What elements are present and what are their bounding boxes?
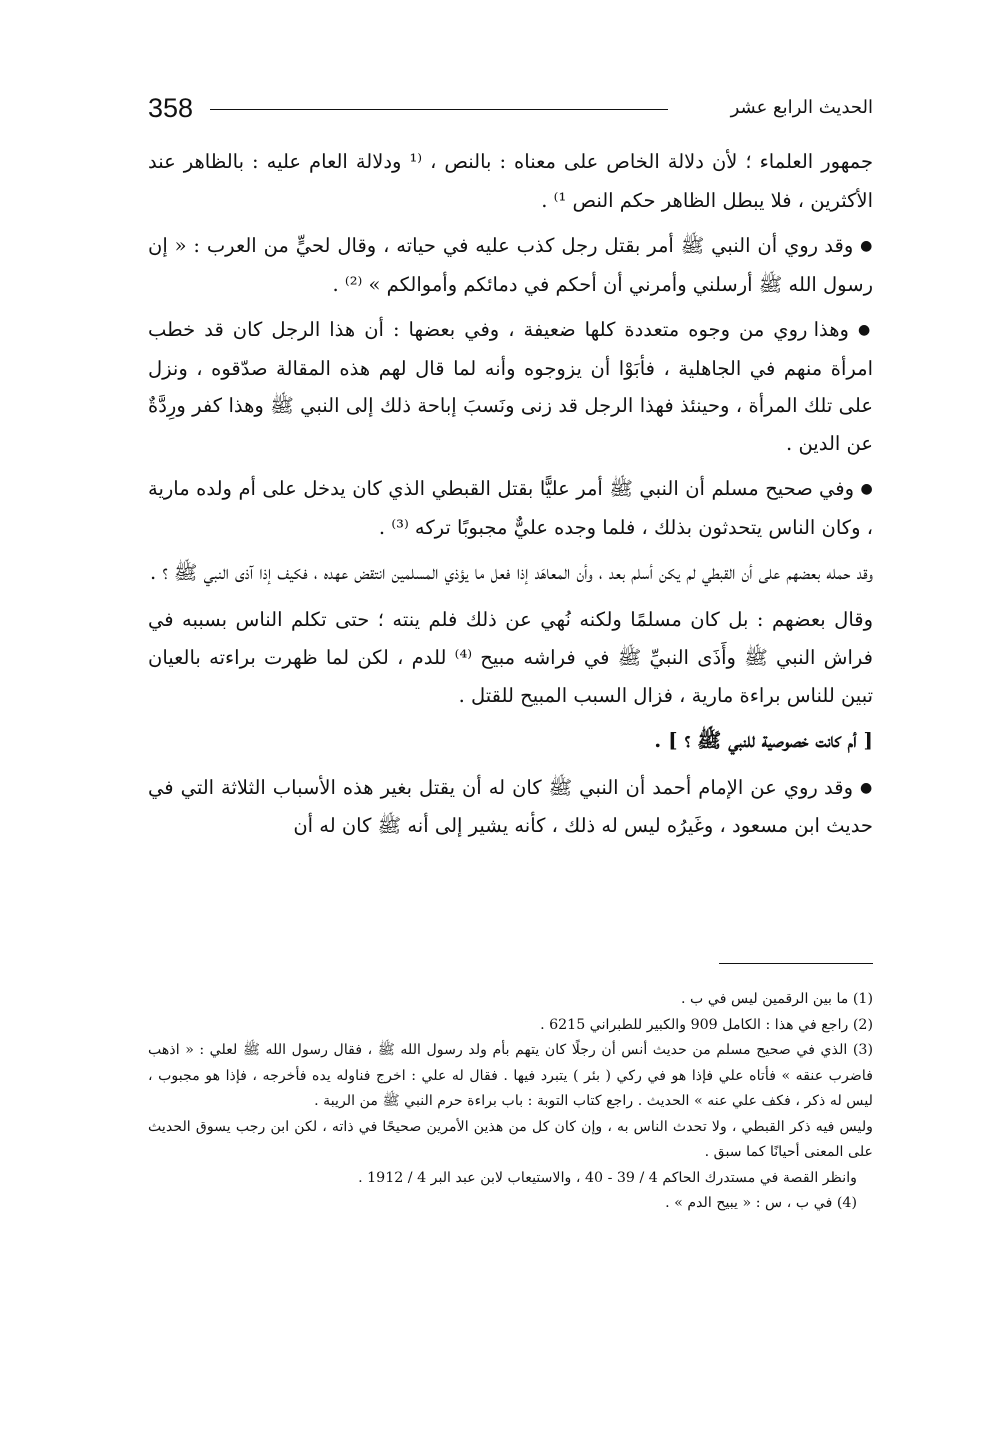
running-title: الحديث الرابع عشر xyxy=(730,97,873,118)
paragraph xyxy=(148,311,873,462)
paragraph xyxy=(148,601,873,715)
paragraph-text: وقد حمله بعضهم على أن القبطي لم يكن أسلم بعد ، وأن المعاهَد إذا فعل ما يؤذي المسلمين انتقض عهده ، فكيف إذا آذى النبي ﷺ ؟ . xyxy=(149,561,873,584)
footnote: (2) راجع في هذا : الكامل 909 والكبير للطبراني 6215 . xyxy=(540,1016,873,1033)
page-number: 358 xyxy=(148,93,194,123)
paragraph xyxy=(148,554,873,593)
bullet-icon: ● xyxy=(857,322,873,338)
paragraph-text: وقال بعضهم : بل كان مسلمًا ولكنه نُهي عن ذلك فلم ينته ؛ حتى تكلم الناس بسببه في فراش النبي ﷺ وأَذَى النبيِّ ﷺ في فراشه مبيح ⁽⁴⁾ للدم ، لكن لما ظهرت براءته بالعيان تبين للناس براءة مارية ، فزال السبب المبيح للقتل . xyxy=(148,607,873,707)
paragraph-text: وفي صحيح مسلم أن النبي ﷺ أمر عليًّا بقتل القبطي الذي كان يدخل على أم ولده مارية ، وكان الناس يتحدثون بذلك ، فلما وجده عليٌّ مجبوبًا تركه ⁽³⁾ . xyxy=(148,477,873,539)
footnote: وانظر القصة في مستدرك الحاكم 4 / 39 - 40 ، والاستيعاب لابن عبد البر 4 / 1912 . xyxy=(358,1169,857,1186)
paragraph-text: وهذا روي من وجوه متعددة كلها ضعيفة ، وفي بعضها : أن هذا الرجل كان قد خطب امرأة منهم في الجاهلية ، فأبَوْا أن يزوجوه وأنه لما قال لهم هذه المقالة صدّقوه ، ونزل على تلك المرأة ، وحينئذ فهذا الرجل قد زنى ونَسبَ إباحة ذلك إلى النبي ﷺ وهذا كفر ورِدَّةٌ عن الدين . xyxy=(148,318,873,455)
paragraph xyxy=(148,470,873,546)
footnote: (4) في ب ، س : « يبيح الدم » . xyxy=(665,1195,857,1211)
footnote-separator xyxy=(719,963,873,964)
footnote: (3) الذي في صحيح مسلم من حديث أنس أن رجلًا كان يتهم بأم ولد رسول الله ﷺ ، فقال رسول الله ﷺ لعلي : « اذهب فاضرب عنقه » فأتاه علي فإذا هو في ركي ( بئر ) يتبرد فيها . فقال له علي : اخرج فناوله يده فأخرجه ، فإذا هو مجبوب ، ليس له ذكر ، فكف علي عنه » الحديث . راجع كتاب التوبة : باب براءة حرم النبي ﷺ من الريبة . xyxy=(148,1042,873,1109)
body-text xyxy=(148,143,873,853)
heading-text: [ أم كانت خصوصية للنبي ﷺ ؟ ] . xyxy=(654,728,873,752)
paragraph xyxy=(148,769,873,845)
footnotes xyxy=(148,987,873,1217)
bullet-icon: ● xyxy=(860,238,874,254)
paragraph-text: وقد روي عن الإمام أحمد أن النبي ﷺ كان له أن يقتل بغير هذه الأسباب الثلاثة التي في حديث ابن مسعود ، وغَيرُه ليس له ذلك ، كأنه يشير إلى أنه ﷺ كان له أن xyxy=(148,775,873,837)
page-header xyxy=(148,88,873,128)
paragraph-text: جمهور العلماء ؛ لأن دلالة الخاص على معناه : بالنص ، ⁽¹ ودلالة العام عليه : بالظاهر عند الأكثرين ، فلا يبطل الظاهر حكم النص ¹⁾ . xyxy=(148,150,874,212)
bullet-icon: ● xyxy=(860,779,874,796)
header-rule xyxy=(210,109,668,110)
footnote: وليس فيه ذكر القبطي ، ولا تحدث الناس به ، وإن كان كل من هذين الأمرين صحيحًا في ذاته ، لكن ابن رجب يسوق الحديث على المعنى أحيانًا كما سبق . xyxy=(148,1118,873,1160)
bullet-icon: ● xyxy=(860,481,873,497)
paragraph xyxy=(148,143,873,219)
paragraph xyxy=(148,227,873,303)
paragraph-text: وقد روي أن النبي ﷺ أمر بقتل رجل كذب عليه في حياته ، وقال لحيٍّ من العرب : « إن رسول الله ﷺ أرسلني وأمرني أن أحكم في دمائكم وأموالكم » ⁽²⁾ . xyxy=(148,234,873,296)
footnote: (1) ما بين الرقمين ليس في ب . xyxy=(681,991,873,1007)
section-heading xyxy=(148,722,873,761)
